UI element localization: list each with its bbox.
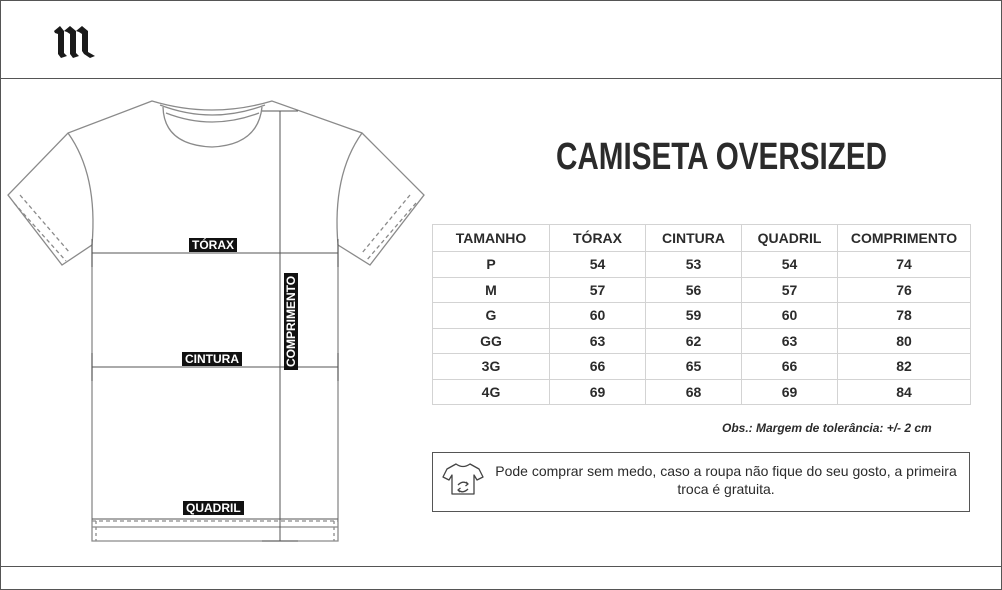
exchange-policy-box xyxy=(432,452,970,512)
cell-hip: 57 xyxy=(742,277,838,303)
cell-length: 74 xyxy=(838,252,971,278)
gothic-m-logo-icon xyxy=(52,23,98,59)
cell-chest: 69 xyxy=(550,379,646,405)
size-table-header-row xyxy=(433,225,971,252)
tshirt-diagram xyxy=(0,95,430,545)
cell-chest: 57 xyxy=(550,277,646,303)
table-row xyxy=(433,252,971,278)
cell-chest: 54 xyxy=(550,252,646,278)
header-hip: QUADRIL xyxy=(742,225,838,252)
size-table xyxy=(432,224,971,405)
chest-label: TÓRAX xyxy=(189,238,237,252)
header-divider xyxy=(0,78,1002,79)
footer-divider xyxy=(0,566,1002,567)
waist-label: CINTURA xyxy=(182,352,242,366)
product-title: CAMISETA OVERSIZED xyxy=(556,136,888,178)
cell-hip: 66 xyxy=(742,354,838,380)
header-waist: CINTURA xyxy=(646,225,742,252)
header-size: TAMANHO xyxy=(433,225,550,252)
table-row xyxy=(433,277,971,303)
cell-waist: 65 xyxy=(646,354,742,380)
cell-size: P xyxy=(433,252,550,278)
cell-waist: 62 xyxy=(646,328,742,354)
tolerance-note: Obs.: Margem de tolerância: +/- 2 cm xyxy=(722,421,932,435)
header-length: COMPRIMENTO xyxy=(838,225,971,252)
cell-hip: 54 xyxy=(742,252,838,278)
cell-hip: 60 xyxy=(742,303,838,329)
cell-length: 84 xyxy=(838,379,971,405)
cell-length: 82 xyxy=(838,354,971,380)
table-row xyxy=(433,354,971,380)
table-row xyxy=(433,379,971,405)
cell-chest: 66 xyxy=(550,354,646,380)
cell-size: 3G xyxy=(433,354,550,380)
tshirt-exchange-icon xyxy=(441,460,485,504)
cell-waist: 56 xyxy=(646,277,742,303)
cell-length: 80 xyxy=(838,328,971,354)
cell-waist: 53 xyxy=(646,252,742,278)
header-chest: TÓRAX xyxy=(550,225,646,252)
cell-hip: 63 xyxy=(742,328,838,354)
cell-hip: 69 xyxy=(742,379,838,405)
cell-size: G xyxy=(433,303,550,329)
cell-size: 4G xyxy=(433,379,550,405)
hip-label: QUADRIL xyxy=(183,501,244,515)
exchange-policy-text: Pode comprar sem medo, caso a roupa não fique do seu gosto, a primeira troca é gratuita. xyxy=(495,463,957,497)
table-row xyxy=(433,303,971,329)
cell-size: M xyxy=(433,277,550,303)
cell-waist: 68 xyxy=(646,379,742,405)
table-row xyxy=(433,328,971,354)
cell-size: GG xyxy=(433,328,550,354)
cell-waist: 59 xyxy=(646,303,742,329)
cell-chest: 63 xyxy=(550,328,646,354)
cell-chest: 60 xyxy=(550,303,646,329)
length-label: COMPRIMENTO xyxy=(284,273,298,370)
cell-length: 76 xyxy=(838,277,971,303)
cell-length: 78 xyxy=(838,303,971,329)
